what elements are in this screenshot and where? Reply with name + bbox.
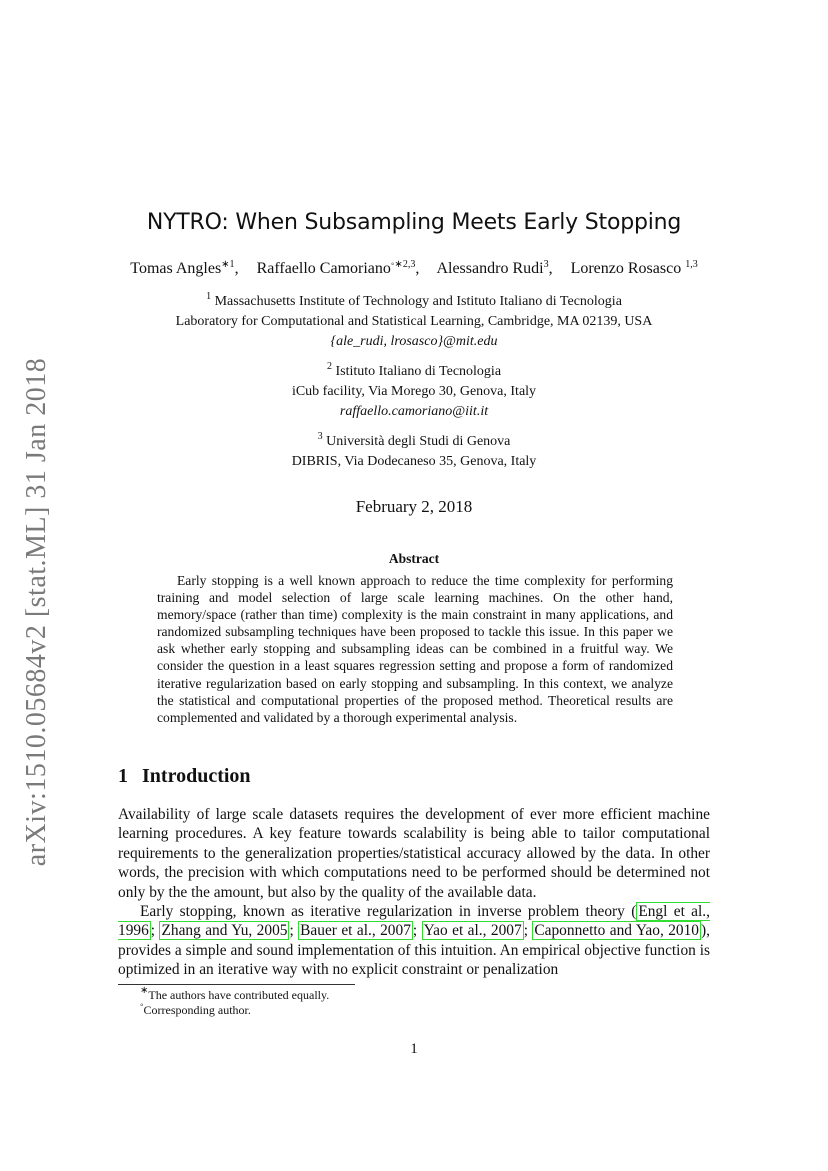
affiliation-line: Istituto Italiano di Tecnologia	[335, 364, 502, 379]
intro-paragraph-2: Early stopping, known as iterative regularization in inverse problem theory ( Engl et al., 1996 ; Zhang and Yu, 2005 ; Bauer et al., 2007 ; Yao et al., 2007 ; Caponnetto and Yao, 2010 ), provides a simple and sound implementation of this intuition. An empirical objective function is optimized in an iterative way with no explicit constraint or penalization	[118, 903, 710, 979]
section-number: 1	[118, 765, 128, 787]
abstract-text: Early stopping is a well known approach to reduce the time complexity for performing training and model selection of large scale learning machines. On the other hand, memory/space (rather than time) complexity is the main constraint in many applications, and randomized subsampling techniques have been proposed to tackle this issue. In this paper we ask whether early stopping and subsampling ideas can be combined in a fruitful way. We consider the question in a least squares regression setting and propose a form of randomized iterative regularization based on early stopping and subsampling. In this context, we analyze the statistical and computational properties of the proposed method. Theoretical results are complemented and validated by a thorough experimental analysis.	[157, 573, 673, 725]
affiliation-email: {ale_rudi, lrosasco}@mit.edu	[330, 334, 498, 349]
affiliation-line: Massachusetts Institute of Technology and Istituto Italiano di Tecnologia	[214, 294, 622, 309]
affiliation-3	[0, 432, 828, 472]
footnote-text: The authors have contributed equally.	[148, 988, 330, 1002]
affiliation-line: DIBRIS, Via Dodecaneso 35, Genova, Italy	[291, 454, 537, 469]
paragraph-text: ), provides a simple and sound implementation of this intuition. An empirical objective function is optimized in an iterative way with no explicit constraint or penalization	[118, 922, 710, 979]
author-list: Tomas Angles$^{∗1}$, Raffaello Camoriano$^{◦∗2,3}$, Alessandro Rudi$^3$, Lorenzo Rosasco $^{1,3}$	[130, 259, 698, 277]
affiliation-number: 2	[326, 361, 332, 372]
affiliation-2	[0, 362, 828, 422]
footnote-text: Corresponding author.	[143, 1003, 251, 1017]
affiliation-1	[0, 292, 828, 352]
affiliation-line: Università degli Studi di Genova	[326, 434, 511, 449]
citation-link[interactable]: Caponnetto and Yao, 2010	[534, 922, 700, 940]
footnote-rule	[118, 984, 355, 985]
abstract-heading: Abstract	[388, 551, 440, 566]
footnote-mark: ∗	[140, 985, 149, 996]
author-name: Tomas Angles	[130, 260, 222, 277]
footnote-mark: ◦	[140, 1000, 144, 1011]
citation-link[interactable]: Yao et al., 2007	[423, 922, 522, 940]
footnote	[140, 985, 330, 1003]
paper-title: NYTRO: When Subsampling Meets Early Stopping	[146, 210, 682, 235]
citation-link[interactable]: Bauer et al., 2007	[300, 922, 411, 940]
citation-link[interactable]: Zhang and Yu, 2005	[161, 922, 288, 940]
author-name: Lorenzo Rosasco	[570, 260, 682, 277]
intro-paragraph-1: Availability of large scale datasets requires the development of ever more efficient machine learning procedures. A key feature towards scalability is being able to tailor computational requirements to the generalization properties/statistical accuracy allowed by the data. In other words, the precision with which computations need to be performed should be determined not only by the the amount, but also by the quality of the available data.	[118, 806, 710, 901]
affiliation-number: 3	[317, 431, 323, 442]
author-affil-mark: 3	[543, 259, 549, 270]
affiliation-line: Laboratory for Computational and Statistical Learning, Cambridge, MA 02139, USA	[175, 314, 653, 329]
paragraph-text: Early stopping, known as iterative regularization in inverse problem theory (	[140, 903, 637, 920]
author-name: Alessandro Rudi	[436, 260, 544, 277]
author-affil-mark: ∗1	[221, 259, 235, 270]
footnote	[140, 1000, 251, 1018]
affiliation-email: raffaello.camoriano@iit.it	[339, 404, 489, 419]
affiliation-line: iCub facility, Via Morego 30, Genova, Italy	[291, 384, 537, 399]
author-name: Raffaello Camoriano	[256, 260, 391, 277]
arxiv-identifier: arXiv:1510.05684v2 [stat.ML] 31 Jan 2018	[21, 357, 52, 867]
author-affil-mark: 1,3	[685, 259, 698, 270]
section-title: Introduction	[142, 765, 251, 787]
publication-date: February 2, 2018	[355, 497, 473, 516]
section-heading	[118, 765, 251, 788]
citation-link[interactable]: Engl et al., 1996	[118, 903, 710, 940]
author-affil-mark: ◦∗2,3	[390, 259, 416, 270]
page-number: 1	[410, 1041, 418, 1057]
affiliation-number: 1	[206, 291, 212, 302]
